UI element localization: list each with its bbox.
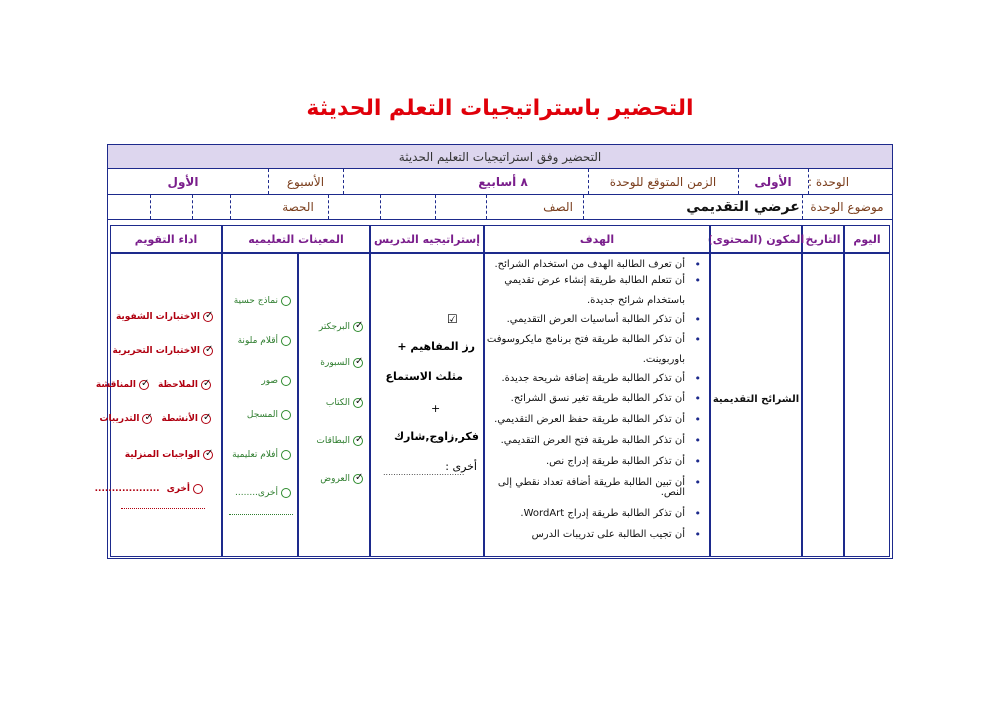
strategy-cell [370,253,484,557]
checkbox-icon: ☑ [447,312,458,326]
aid-item: ✓ العروض [320,474,363,484]
goal-item: • أن تتعلم الطالبة طريقة إنشاء عرض تقديمي باستخدام شرائح جديدة. [481,271,701,311]
assessment-item: ✓ الواجبات المنزلية [125,450,213,460]
topic-value: عرضي التقديمي [686,199,800,215]
time-value: ٨ أسابيع [478,174,528,189]
assessment-item: ✓ الملاحظة ✓ المناقشة [96,380,211,390]
assessment-item: ✓ الاختبارات التحريرية [113,346,213,356]
checked-circle-icon [203,450,213,460]
aid-item: ✓ الكتاب [326,398,363,408]
checked-circle-icon [203,346,213,356]
checked-circle-icon [201,380,211,390]
aids-left-cell [222,253,298,557]
circle-icon [193,484,203,494]
goal-item: • أن تذكر الطالبة طريقة تغير نسق الشرائح. [481,394,701,405]
circle-icon [281,488,291,498]
assessment-item: ✓ الأنشطة ✓ التدريبات [99,414,211,424]
component-value: الشرائح التقديمية [712,394,800,405]
assessment-item: ✓ الاختبارات الشفوية [116,312,213,322]
aid-item: صور [261,376,291,386]
col-date: التاريخ [802,225,844,253]
aid-item: أخرى........ [235,488,291,498]
col-day: اليوم [844,225,890,253]
page-title: التحضير باستراتيجيات التعلم الحديثة [306,96,694,121]
checked-circle-icon [353,436,363,446]
strategy-other: أخرى : [445,460,477,473]
circle-icon [281,296,291,306]
strategy-dots: ................................ [383,468,465,477]
strategy-line-2: مثلث الاستماع [385,370,463,383]
goal-item: • أن تبين الطالبة طريقة أضافة تعداد نقطي إلى النص. [481,478,701,500]
checked-circle-icon [353,398,363,408]
week-label: الأسبوع [286,174,325,189]
time-label: الزمن المتوقع للوحدة [609,174,717,189]
goal-list [481,260,701,541]
checked-circle-icon [142,414,152,424]
col-assessment: اداء التقويم [110,225,222,253]
header-band: التحضير وفق استراتيجيات التعليم الحديثة [108,145,892,169]
col-component: المكون (المحتوى) [710,225,802,253]
col-aids: المعينات التعليميه [222,225,370,253]
aid-item: ✓ البطاقات [316,436,363,446]
day-cell [844,253,890,557]
assessment-item: أخرى ................... [95,484,203,494]
unit-value: الأولى [754,174,792,189]
aid-item: أقلام ملونة [238,336,291,346]
goal-item: • أن تجيب الطالبة على تدريبات الدرس [481,530,701,541]
goal-item: • أن تذكر الطالبة طريقة إضافة شريحة جديدة. [481,374,701,385]
goal-item: • أن تعرف الطالبة الهدف من استخدام الشرائح. [481,260,701,271]
circle-icon [281,336,291,346]
unit-row [108,169,892,195]
goal-item: • أن تذكر الطالبة طريقة إدراج نص. [481,457,701,468]
aid-item: نماذج حسية [234,296,291,306]
checked-circle-icon [353,474,363,484]
goal-item: • أن تذكر الطالبة طريقة فتح العرض التقديمي. [481,436,701,447]
col-goal: الهدف [484,225,710,253]
goal-cell [484,253,710,557]
class-label: الصف [543,200,573,214]
col-strategy: إستراتيجيه التدريس [370,225,484,253]
aid-item: ✓ السبورة [320,358,363,368]
circle-icon [281,450,291,460]
goal-item: • أن تذكر الطالبة أساسيات العرض التقديمي. [481,315,701,326]
circle-icon [281,376,291,386]
circle-icon [281,410,291,420]
assessment-cell [94,253,222,557]
checked-circle-icon [353,322,363,332]
topic-label: موضوع الوحدة [810,200,884,214]
aid-item: ✓ البرجكتر [319,322,363,332]
goal-item: • أن تذكر الطالبة طريقة إدراج WordArt. [481,509,701,520]
goal-item: • أن تذكر الطالبة طريقة حفظ العرض التقديمي. [481,415,701,426]
checked-circle-icon [353,358,363,368]
strategy-plus: + [431,402,441,415]
aid-item: أفلام تعليمية [232,450,291,460]
period-label: الحصة [282,200,314,214]
component-cell [710,253,802,557]
unit-label: الوحدة : [808,174,850,189]
aids-right-cell [298,253,370,557]
aid-item: المسجل [247,410,291,420]
strategy-line-3: فكر,زاوج,شارك [393,430,479,443]
week-value: الأول [167,174,199,189]
checked-circle-icon [203,312,213,322]
strategy-line-1: رز المفاهيم + [397,340,475,353]
checked-circle-icon [201,414,211,424]
goal-item: • أن تذكر الطالبة طريقة فتح برنامج مايكروسوفت باوربوينت. [481,330,701,370]
date-cell [802,253,844,557]
checked-circle-icon [139,380,149,390]
topic-row [108,195,892,220]
